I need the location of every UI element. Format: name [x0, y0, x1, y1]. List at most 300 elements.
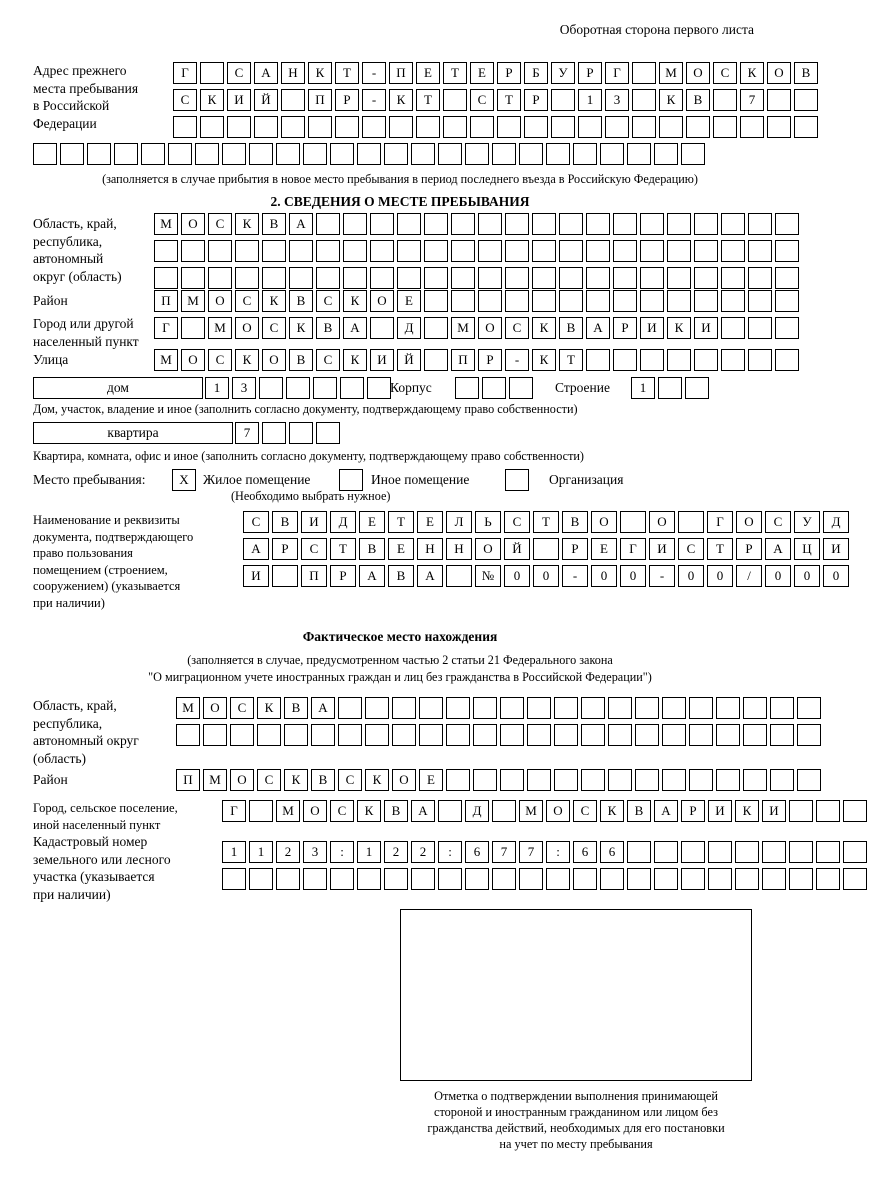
stroenie-cell[interactable] — [685, 377, 709, 399]
prev-address-cell[interactable] — [222, 143, 246, 165]
prev-address-cell[interactable]: Р — [524, 89, 548, 111]
prev-address-cell[interactable] — [740, 116, 764, 138]
actual-region-cell[interactable] — [716, 724, 740, 746]
street-cell[interactable]: И — [370, 349, 394, 371]
region-cell[interactable] — [559, 213, 583, 235]
place-type-option-2-checkbox[interactable] — [339, 469, 363, 491]
actual-city-cell[interactable]: Д — [465, 800, 489, 822]
region-cell[interactable] — [505, 213, 529, 235]
actual-district-cell[interactable] — [770, 769, 794, 791]
actual-region-cell[interactable]: А — [311, 697, 335, 719]
city-cell[interactable] — [721, 317, 745, 339]
actual-region-cell[interactable]: В — [284, 697, 308, 719]
prev-address-cell[interactable] — [195, 143, 219, 165]
district-cell[interactable] — [451, 290, 475, 312]
actual-region-cell[interactable] — [797, 697, 821, 719]
house-cell[interactable] — [367, 377, 391, 399]
actual-region-cell[interactable] — [527, 724, 551, 746]
district-cell[interactable] — [748, 290, 772, 312]
doc-cell[interactable]: В — [562, 511, 588, 533]
doc-cell[interactable]: Й — [504, 538, 530, 560]
house-cell[interactable] — [286, 377, 310, 399]
city-cell[interactable] — [424, 317, 448, 339]
prev-address-row-1[interactable] — [173, 62, 821, 84]
prev-address-cell[interactable]: К — [740, 62, 764, 84]
flat-cell[interactable] — [289, 422, 313, 444]
prev-address-cell[interactable] — [632, 62, 656, 84]
actual-district-cell[interactable]: С — [338, 769, 362, 791]
prev-address-cell[interactable] — [303, 143, 327, 165]
prev-address-cell[interactable] — [470, 116, 494, 138]
region-cell[interactable] — [748, 267, 772, 289]
actual-region-cell[interactable] — [284, 724, 308, 746]
city-cell[interactable]: И — [640, 317, 664, 339]
actual-district-cell[interactable]: О — [392, 769, 416, 791]
street-cell[interactable]: П — [451, 349, 475, 371]
korpus-digits[interactable] — [455, 377, 536, 399]
doc-cell[interactable]: Т — [330, 538, 356, 560]
street-cell[interactable]: - — [505, 349, 529, 371]
region-cell[interactable] — [721, 240, 745, 262]
city-cell[interactable]: О — [235, 317, 259, 339]
actual-district-row[interactable] — [176, 769, 824, 791]
doc-cell[interactable]: И — [243, 565, 269, 587]
doc-cell[interactable]: В — [359, 538, 385, 560]
actual-district-cell[interactable]: М — [203, 769, 227, 791]
region-cell[interactable] — [478, 240, 502, 262]
prev-address-cell[interactable] — [794, 116, 818, 138]
cadastral-cell[interactable] — [276, 868, 300, 890]
actual-region-cell[interactable] — [230, 724, 254, 746]
region-cell[interactable] — [586, 240, 610, 262]
actual-region-cell[interactable] — [608, 697, 632, 719]
prev-address-cell[interactable]: К — [200, 89, 224, 111]
district-cell[interactable] — [775, 290, 799, 312]
region-cell[interactable] — [262, 267, 286, 289]
cadastral-cell[interactable]: 6 — [465, 841, 489, 863]
actual-district-cell[interactable]: О — [230, 769, 254, 791]
region-cell[interactable] — [235, 240, 259, 262]
city-cell[interactable] — [748, 317, 772, 339]
doc-cell[interactable]: Р — [562, 538, 588, 560]
region-cell[interactable] — [586, 267, 610, 289]
doc-cell[interactable]: О — [475, 538, 501, 560]
actual-district-cell[interactable] — [689, 769, 713, 791]
region-cell[interactable] — [451, 213, 475, 235]
prev-address-cell[interactable] — [308, 116, 332, 138]
street-cell[interactable]: С — [208, 349, 232, 371]
doc-cell[interactable]: С — [765, 511, 791, 533]
street-cell[interactable] — [424, 349, 448, 371]
region-cell[interactable] — [154, 240, 178, 262]
region-cell[interactable] — [586, 213, 610, 235]
region-cell[interactable] — [478, 213, 502, 235]
prev-address-cell[interactable] — [794, 89, 818, 111]
prev-address-cell[interactable] — [438, 143, 462, 165]
city-cell[interactable]: А — [586, 317, 610, 339]
actual-region-cell[interactable] — [365, 724, 389, 746]
prev-address-cell[interactable] — [60, 143, 84, 165]
place-type-option-3-checkbox[interactable] — [505, 469, 529, 491]
actual-region-cell[interactable] — [554, 724, 578, 746]
region-cell[interactable] — [424, 267, 448, 289]
actual-region-cell[interactable] — [500, 697, 524, 719]
prev-address-cell[interactable] — [632, 89, 656, 111]
region-cell[interactable] — [694, 240, 718, 262]
region-cell[interactable] — [181, 240, 205, 262]
actual-region-cell[interactable] — [419, 697, 443, 719]
prev-address-cell[interactable] — [492, 143, 516, 165]
prev-address-cell[interactable] — [605, 116, 629, 138]
district-cell[interactable]: Е — [397, 290, 421, 312]
doc-cell[interactable]: С — [678, 538, 704, 560]
region-cell[interactable] — [640, 213, 664, 235]
actual-city-cell[interactable] — [843, 800, 867, 822]
cadastral-cell[interactable] — [411, 868, 435, 890]
prev-address-cell[interactable]: Р — [578, 62, 602, 84]
street-cell[interactable]: В — [289, 349, 313, 371]
actual-city-cell[interactable]: А — [411, 800, 435, 822]
doc-cell[interactable]: Г — [620, 538, 646, 560]
district-cell[interactable] — [424, 290, 448, 312]
street-cell[interactable] — [694, 349, 718, 371]
prev-address-cell[interactable]: С — [713, 62, 737, 84]
actual-region-cell[interactable] — [797, 724, 821, 746]
doc-cell[interactable]: / — [736, 565, 762, 587]
prev-address-cell[interactable] — [384, 143, 408, 165]
region-cell[interactable] — [532, 213, 556, 235]
prev-address-cell[interactable] — [578, 116, 602, 138]
prev-address-cell[interactable] — [357, 143, 381, 165]
prev-address-cell[interactable]: Б — [524, 62, 548, 84]
doc-cell[interactable]: Р — [736, 538, 762, 560]
region-cell[interactable] — [640, 240, 664, 262]
street-cell[interactable]: О — [181, 349, 205, 371]
doc-cell[interactable]: С — [243, 511, 269, 533]
prev-address-cell[interactable] — [443, 116, 467, 138]
prev-address-cell[interactable] — [249, 143, 273, 165]
prev-address-cell[interactable] — [227, 116, 251, 138]
prev-address-cell[interactable] — [654, 143, 678, 165]
actual-city-cell[interactable] — [816, 800, 840, 822]
street-cell[interactable]: Й — [397, 349, 421, 371]
region-cell[interactable] — [559, 240, 583, 262]
doc-row-3[interactable] — [243, 565, 852, 587]
cadastral-cell[interactable] — [330, 868, 354, 890]
street-cell[interactable]: С — [316, 349, 340, 371]
city-cell[interactable]: Г — [154, 317, 178, 339]
actual-city-cell[interactable] — [249, 800, 273, 822]
cadastral-cell[interactable]: 6 — [600, 841, 624, 863]
actual-district-cell[interactable] — [797, 769, 821, 791]
doc-cell[interactable]: 0 — [620, 565, 646, 587]
actual-region-cell[interactable] — [446, 724, 470, 746]
doc-cell[interactable]: А — [243, 538, 269, 560]
actual-city-cell[interactable]: С — [573, 800, 597, 822]
prev-address-cell[interactable]: А — [254, 62, 278, 84]
actual-region-cell[interactable] — [473, 724, 497, 746]
doc-cell[interactable]: П — [301, 565, 327, 587]
prev-address-cell[interactable] — [767, 89, 791, 111]
cadastral-cell[interactable] — [222, 868, 246, 890]
actual-region-row-2[interactable] — [176, 724, 824, 746]
cadastral-cell[interactable]: 6 — [573, 841, 597, 863]
prev-address-cell[interactable] — [200, 116, 224, 138]
prev-address-cell[interactable]: В — [794, 62, 818, 84]
region-cell[interactable] — [262, 240, 286, 262]
actual-district-cell[interactable] — [635, 769, 659, 791]
region-cell[interactable] — [532, 240, 556, 262]
prev-address-cell[interactable]: П — [308, 89, 332, 111]
doc-cell[interactable]: Р — [330, 565, 356, 587]
actual-city-cell[interactable] — [438, 800, 462, 822]
region-cell[interactable] — [397, 213, 421, 235]
actual-city-cell[interactable]: Р — [681, 800, 705, 822]
doc-cell[interactable] — [678, 511, 704, 533]
region-cell[interactable] — [343, 240, 367, 262]
city-cell[interactable]: О — [478, 317, 502, 339]
region-cell[interactable] — [343, 267, 367, 289]
prev-address-row-4[interactable] — [33, 143, 708, 165]
prev-address-cell[interactable] — [632, 116, 656, 138]
street-row[interactable] — [154, 349, 802, 371]
doc-cell[interactable]: № — [475, 565, 501, 587]
actual-district-cell[interactable] — [473, 769, 497, 791]
city-cell[interactable]: С — [262, 317, 286, 339]
cadastral-cell[interactable] — [843, 841, 867, 863]
house-cell[interactable]: 3 — [232, 377, 256, 399]
actual-region-cell[interactable] — [635, 697, 659, 719]
region-cell[interactable] — [775, 213, 799, 235]
doc-cell[interactable]: 0 — [678, 565, 704, 587]
prev-address-cell[interactable] — [335, 116, 359, 138]
doc-cell[interactable]: Е — [359, 511, 385, 533]
prev-address-cell[interactable] — [767, 116, 791, 138]
region-cell[interactable] — [208, 240, 232, 262]
actual-city-cell[interactable]: К — [357, 800, 381, 822]
doc-cell[interactable] — [533, 538, 559, 560]
prev-address-cell[interactable] — [168, 143, 192, 165]
prev-address-cell[interactable] — [659, 116, 683, 138]
actual-city-cell[interactable] — [789, 800, 813, 822]
region-cell[interactable] — [721, 267, 745, 289]
actual-city-cell[interactable]: И — [762, 800, 786, 822]
cadastral-cell[interactable]: 2 — [411, 841, 435, 863]
prev-address-cell[interactable]: - — [362, 89, 386, 111]
cadastral-cell[interactable] — [654, 868, 678, 890]
cadastral-cell[interactable] — [600, 868, 624, 890]
doc-cell[interactable]: И — [823, 538, 849, 560]
prev-address-cell[interactable] — [551, 89, 575, 111]
stamp-area[interactable] — [400, 909, 752, 1081]
district-cell[interactable] — [694, 290, 718, 312]
stroenie-cell[interactable] — [658, 377, 682, 399]
prev-address-row-3[interactable] — [173, 116, 821, 138]
actual-district-cell[interactable] — [743, 769, 767, 791]
city-cell[interactable]: К — [532, 317, 556, 339]
prev-address-cell[interactable]: О — [767, 62, 791, 84]
prev-address-cell[interactable]: Г — [605, 62, 629, 84]
city-cell[interactable]: М — [451, 317, 475, 339]
korpus-cell[interactable] — [455, 377, 479, 399]
prev-address-cell[interactable]: К — [659, 89, 683, 111]
region-cell[interactable] — [370, 213, 394, 235]
prev-address-cell[interactable]: О — [686, 62, 710, 84]
district-cell[interactable] — [505, 290, 529, 312]
region-cell[interactable] — [775, 267, 799, 289]
cadastral-cell[interactable] — [708, 841, 732, 863]
district-cell[interactable] — [667, 290, 691, 312]
prev-address-cell[interactable] — [362, 116, 386, 138]
actual-region-cell[interactable]: О — [203, 697, 227, 719]
cadastral-cell[interactable] — [762, 868, 786, 890]
actual-city-cell[interactable]: К — [600, 800, 624, 822]
street-cell[interactable] — [586, 349, 610, 371]
region-cell[interactable] — [424, 213, 448, 235]
street-cell[interactable]: М — [154, 349, 178, 371]
actual-region-cell[interactable] — [662, 724, 686, 746]
doc-cell[interactable]: - — [649, 565, 675, 587]
doc-cell[interactable]: 0 — [504, 565, 530, 587]
doc-cell[interactable]: О — [591, 511, 617, 533]
city-cell[interactable] — [181, 317, 205, 339]
street-cell[interactable] — [721, 349, 745, 371]
prev-address-cell[interactable] — [465, 143, 489, 165]
actual-region-cell[interactable] — [338, 697, 362, 719]
cadastral-cell[interactable] — [627, 868, 651, 890]
actual-city-cell[interactable]: О — [546, 800, 570, 822]
region-cell[interactable] — [343, 213, 367, 235]
cadastral-cell[interactable]: : — [438, 841, 462, 863]
region-cell[interactable]: К — [235, 213, 259, 235]
cadastral-cell[interactable] — [681, 868, 705, 890]
actual-region-cell[interactable] — [311, 724, 335, 746]
prev-address-cell[interactable] — [627, 143, 651, 165]
korpus-cell[interactable] — [482, 377, 506, 399]
region-cell[interactable] — [424, 240, 448, 262]
actual-district-cell[interactable]: Е — [419, 769, 443, 791]
district-cell[interactable] — [478, 290, 502, 312]
prev-address-cell[interactable] — [114, 143, 138, 165]
region-cell[interactable] — [694, 267, 718, 289]
actual-region-cell[interactable] — [500, 724, 524, 746]
region-cell[interactable] — [316, 213, 340, 235]
region-cell[interactable] — [505, 240, 529, 262]
prev-address-cell[interactable] — [681, 143, 705, 165]
prev-address-cell[interactable]: С — [470, 89, 494, 111]
actual-city-cell[interactable]: К — [735, 800, 759, 822]
prev-address-cell[interactable] — [686, 116, 710, 138]
prev-address-cell[interactable] — [173, 116, 197, 138]
city-cell[interactable]: К — [289, 317, 313, 339]
actual-region-cell[interactable] — [527, 697, 551, 719]
prev-address-cell[interactable]: У — [551, 62, 575, 84]
district-cell[interactable] — [613, 290, 637, 312]
doc-cell[interactable]: Е — [417, 511, 443, 533]
actual-district-cell[interactable] — [527, 769, 551, 791]
prev-address-cell[interactable]: М — [659, 62, 683, 84]
actual-region-cell[interactable] — [581, 697, 605, 719]
actual-district-cell[interactable] — [500, 769, 524, 791]
actual-region-cell[interactable] — [446, 697, 470, 719]
district-cell[interactable]: О — [208, 290, 232, 312]
doc-cell[interactable]: А — [359, 565, 385, 587]
cadastral-cell[interactable] — [789, 841, 813, 863]
prev-address-cell[interactable] — [546, 143, 570, 165]
cadastral-row-1[interactable] — [222, 841, 870, 863]
doc-cell[interactable] — [272, 565, 298, 587]
korpus-cell[interactable] — [509, 377, 533, 399]
doc-cell[interactable]: Т — [533, 511, 559, 533]
actual-region-cell[interactable] — [608, 724, 632, 746]
actual-region-cell[interactable] — [365, 697, 389, 719]
region-cell[interactable] — [397, 240, 421, 262]
region-row-2[interactable] — [154, 240, 802, 262]
street-cell[interactable] — [667, 349, 691, 371]
region-cell[interactable] — [316, 267, 340, 289]
city-cell[interactable]: М — [208, 317, 232, 339]
doc-cell[interactable]: В — [272, 511, 298, 533]
street-cell[interactable] — [640, 349, 664, 371]
stroenie-cell[interactable]: 1 — [631, 377, 655, 399]
district-cell[interactable]: К — [262, 290, 286, 312]
prev-address-cell[interactable]: - — [362, 62, 386, 84]
prev-address-cell[interactable] — [600, 143, 624, 165]
prev-address-cell[interactable]: Т — [335, 62, 359, 84]
doc-cell[interactable]: Д — [823, 511, 849, 533]
doc-cell[interactable]: Ь — [475, 511, 501, 533]
prev-address-cell[interactable] — [254, 116, 278, 138]
doc-cell[interactable]: Ц — [794, 538, 820, 560]
street-cell[interactable]: К — [532, 349, 556, 371]
prev-address-cell[interactable]: С — [227, 62, 251, 84]
region-row-1[interactable] — [154, 213, 802, 235]
actual-district-cell[interactable]: П — [176, 769, 200, 791]
cadastral-cell[interactable]: 7 — [492, 841, 516, 863]
place-type-option-1-checkbox[interactable]: Х — [172, 469, 196, 491]
prev-address-cell[interactable]: В — [686, 89, 710, 111]
prev-address-cell[interactable] — [497, 116, 521, 138]
actual-region-cell[interactable]: К — [257, 697, 281, 719]
actual-region-cell[interactable] — [392, 724, 416, 746]
region-cell[interactable]: А — [289, 213, 313, 235]
cadastral-cell[interactable]: 1 — [357, 841, 381, 863]
prev-address-cell[interactable]: Г — [173, 62, 197, 84]
region-cell[interactable] — [775, 240, 799, 262]
region-cell[interactable] — [370, 240, 394, 262]
cadastral-cell[interactable] — [816, 841, 840, 863]
prev-address-cell[interactable] — [281, 89, 305, 111]
cadastral-cell[interactable] — [303, 868, 327, 890]
doc-cell[interactable]: 0 — [533, 565, 559, 587]
region-cell[interactable] — [451, 240, 475, 262]
region-row-3[interactable] — [154, 267, 802, 289]
doc-cell[interactable]: С — [504, 511, 530, 533]
prev-address-cell[interactable]: 3 — [605, 89, 629, 111]
flat-digits[interactable] — [235, 422, 343, 444]
prev-address-cell[interactable] — [416, 116, 440, 138]
doc-cell[interactable]: 0 — [794, 565, 820, 587]
prev-address-cell[interactable]: И — [227, 89, 251, 111]
doc-cell[interactable] — [446, 565, 472, 587]
prev-address-cell[interactable] — [713, 116, 737, 138]
region-cell[interactable] — [694, 213, 718, 235]
doc-cell[interactable]: О — [649, 511, 675, 533]
actual-city-cell[interactable]: С — [330, 800, 354, 822]
actual-region-cell[interactable] — [419, 724, 443, 746]
prev-address-cell[interactable] — [33, 143, 57, 165]
doc-cell[interactable]: Р — [272, 538, 298, 560]
